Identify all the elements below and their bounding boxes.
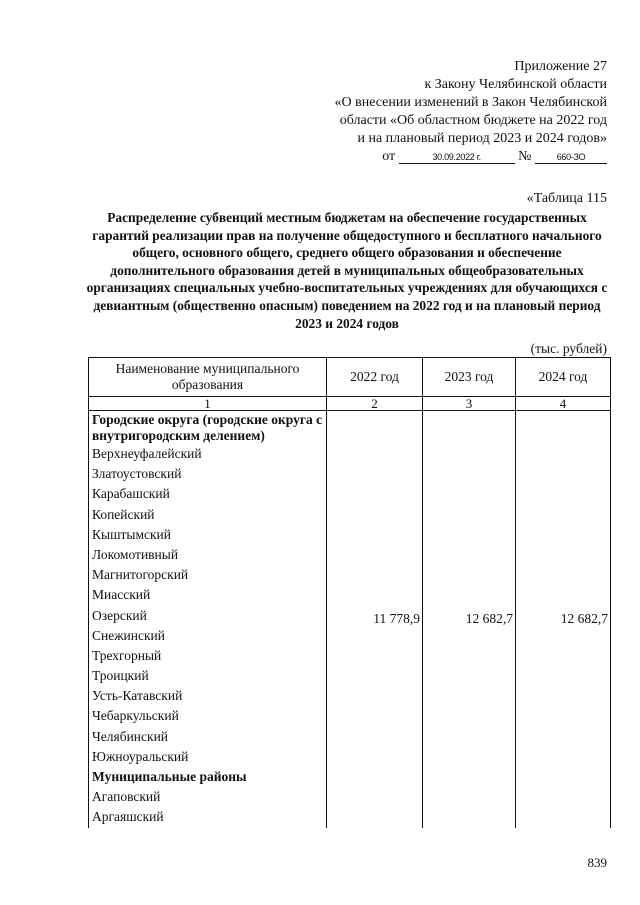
- column-number: 2: [327, 397, 423, 411]
- list-item: Чебаркульский: [92, 708, 179, 724]
- number-label: №: [518, 149, 532, 164]
- list-item: Челябинский: [92, 728, 169, 744]
- list-item: Кыштымский: [92, 526, 171, 542]
- column-number: 3: [423, 397, 516, 411]
- list-item: Локомотивный: [92, 546, 179, 562]
- group-heading-municipal-districts: Муниципальные районы: [92, 769, 247, 784]
- appendix-line: к Закону Челябинской области: [424, 77, 607, 92]
- subsidy-table: [88, 357, 611, 828]
- appendix-line: области «Об областном бюджете на 2022 год: [339, 113, 607, 128]
- list-item: Магнитогорский: [92, 567, 189, 583]
- column-number: 4: [516, 397, 611, 411]
- column-header-2023: 2023 год: [423, 358, 516, 397]
- table-header-row: [89, 358, 611, 397]
- document-title: Распределение субвенций местным бюджетам на обеспечение государственных гарантий реализации прав на получение общедоступного и бесплатного начального общего, основного общего, среднего общего образования и обеспечение дополнительного образования детей в муниципальных общеобразовательных организациях специальных учебно-воспитательных учреждениях для обучающихся с девиантным (общественно опасным) поведением на 2022 год и на плановый период 2023 и 2024 годов: [86, 210, 608, 331]
- value-2024: 12 682,7: [516, 411, 611, 828]
- column-header-name: Наименование муниципального образования: [89, 358, 327, 397]
- list-item: Копейский: [92, 506, 155, 522]
- list-item: Аргаяшский: [92, 809, 164, 825]
- municipality-list: [89, 411, 327, 828]
- law-number-field: 660-ЗО: [535, 151, 607, 164]
- list-item: Златоустовский: [92, 466, 182, 482]
- list-item: Трехгорный: [92, 647, 162, 663]
- appendix-line: Приложение 27: [514, 59, 607, 74]
- column-number: 1: [89, 397, 327, 411]
- units-label: (тыс. рублей): [530, 341, 607, 356]
- list-item: Верхнеуфалейский: [92, 446, 202, 461]
- list-item: Агаповский: [92, 789, 161, 805]
- group-heading-city-districts: Городские округа (городские округа с внутригородским делением): [92, 412, 323, 443]
- from-label: от: [382, 149, 396, 164]
- column-header-2022: 2022 год: [327, 358, 423, 397]
- list-item: Усть-Катавский: [92, 688, 183, 704]
- table-number: «Таблица 115: [526, 191, 607, 206]
- page-number: 839: [587, 855, 607, 870]
- list-item: Южноуральский: [92, 748, 189, 764]
- appendix-line: «О внесении изменений в Закон Челябинской: [334, 95, 607, 110]
- list-item: Снежинский: [92, 627, 165, 643]
- list-item: Миасский: [92, 587, 151, 603]
- table-body-row: [89, 411, 611, 828]
- list-item: Озерский: [92, 607, 147, 623]
- date-number-line: [287, 148, 607, 166]
- list-item: Карабашский: [92, 486, 170, 502]
- value-2023: 12 682,7: [423, 411, 516, 828]
- value-2022: 11 778,9: [327, 411, 423, 828]
- column-header-2024: 2024 год: [516, 358, 611, 397]
- date-field: 30.09.2022 г.: [399, 151, 515, 164]
- list-item: Троицкий: [92, 668, 149, 684]
- column-number-row: [89, 397, 611, 411]
- appendix-line: и на плановый период 2023 и 2024 годов»: [357, 131, 607, 146]
- appendix-header: [287, 58, 607, 166]
